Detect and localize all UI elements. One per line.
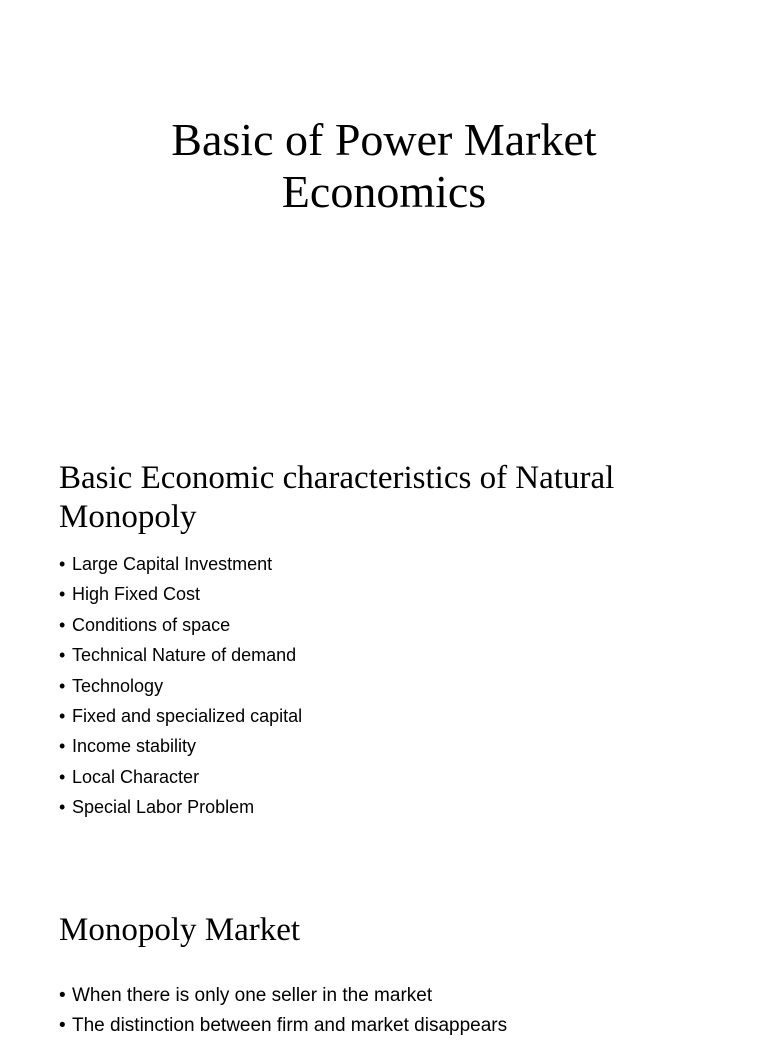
bullet-item: • When there is only one seller in the market — [59, 981, 739, 1011]
bullet-item: • Conditions of space — [59, 610, 739, 640]
characteristics-heading-line-1: Basic Economic characteristics of Natural — [59, 460, 615, 496]
bullet-item: • Technical Nature of demand — [59, 640, 739, 670]
presentation-title — [0, 114, 768, 218]
monopoly-market-heading: Monopoly Market — [59, 912, 301, 948]
characteristics-slide — [0, 432, 768, 864]
presentation-title-line-2: Economics — [281, 166, 487, 217]
title-slide — [0, 0, 768, 432]
monopoly-bullet-list — [59, 981, 739, 1041]
presentation-title-line-1: Basic of Power Market — [171, 114, 597, 165]
bullet-item: • High Fixed Cost — [59, 579, 739, 609]
bullet-item: • Local Character — [59, 762, 739, 792]
monopoly-market-slide — [0, 864, 768, 1036]
bullet-item: • Large Capital Investment — [59, 549, 739, 579]
bullet-item: • Income stability — [59, 731, 739, 761]
bullet-item: • Fixed and specialized capital — [59, 701, 739, 731]
characteristics-heading-line-2: Monopoly — [59, 499, 197, 535]
characteristics-heading — [59, 459, 739, 537]
characteristics-bullet-list — [59, 549, 739, 823]
bullet-item: • The distinction between firm and market disappears — [59, 1011, 739, 1041]
bullet-item: • Special Labor Problem — [59, 792, 739, 822]
bullet-item: • Technology — [59, 671, 739, 701]
